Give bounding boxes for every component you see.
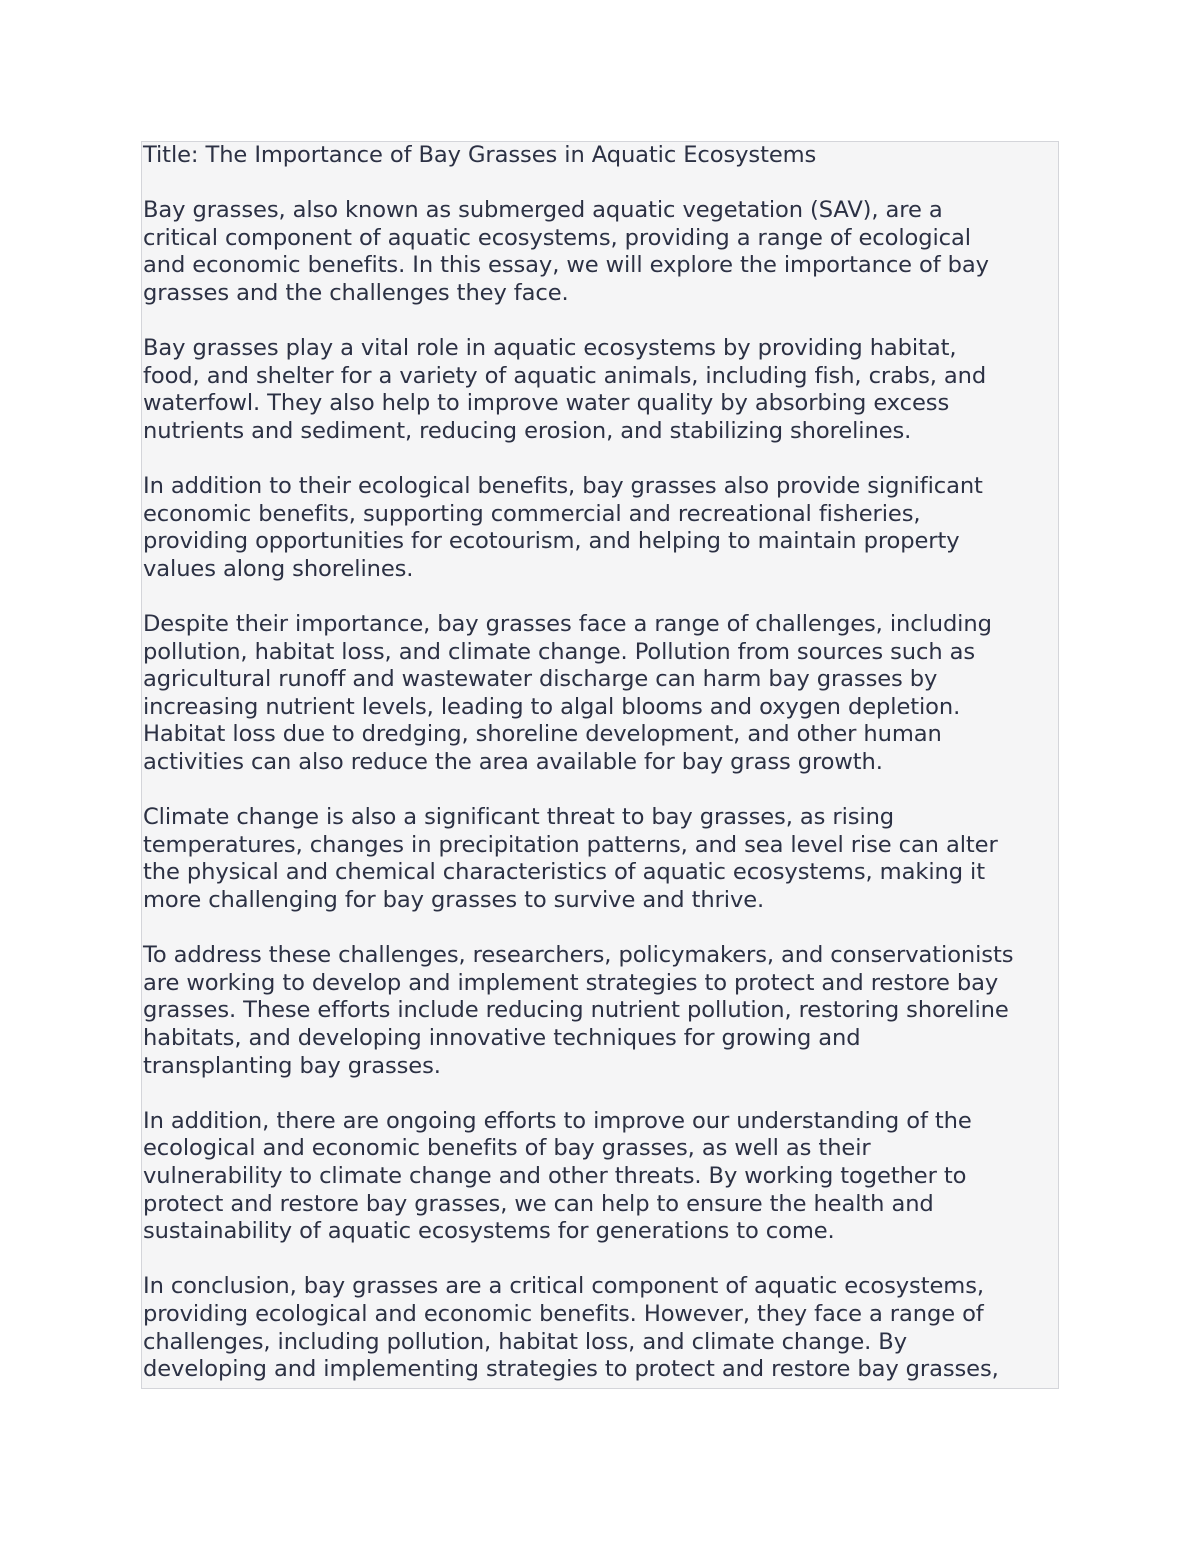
paragraph-spacer — [143, 308, 1058, 336]
paragraph-spacer — [143, 777, 1058, 805]
paragraph-line: are working to develop and implement strategies to protect and restore bay — [143, 969, 999, 996]
paragraph-line: Habitat loss due to dredging, shoreline development, and other human — [143, 721, 942, 748]
paragraph-line: Despite their importance, bay grasses face a range of challenges, including — [143, 611, 992, 638]
document-title: Title: The Importance of Bay Grasses in Aquatic Ecosystems — [143, 142, 817, 168]
paragraph-5 — [143, 804, 1058, 914]
paragraph-line: protect and restore bay grasses, we can help to ensure the health and — [143, 1190, 934, 1217]
paragraph-line: activities can also reduce the area available for bay grass growth. — [143, 749, 883, 776]
paragraph-line: temperatures, changes in precipitation patterns, and sea level rise can alter — [143, 831, 998, 858]
paragraph-line: economic benefits, supporting commercial and recreational fisheries, — [143, 500, 921, 527]
paragraph-line: waterfowl. They also help to improve water quality by absorbing excess — [143, 390, 950, 417]
paragraph-line: vulnerability to climate change and other threats. By working together to — [143, 1162, 967, 1189]
paragraph-spacer — [143, 1246, 1058, 1274]
paragraph-3 — [143, 473, 1058, 583]
paragraph-line: ecological and economic benefits of bay grasses, as well as their — [143, 1135, 871, 1162]
paragraph-line: values along shorelines. — [143, 555, 414, 582]
paragraph-line: In addition, there are ongoing efforts to improve our understanding of the — [143, 1107, 972, 1134]
paragraph-line: food, and shelter for a variety of aquatic animals, including fish, crabs, and — [143, 362, 987, 389]
paragraph-spacer — [143, 915, 1058, 943]
paragraph-2 — [143, 335, 1058, 445]
document-text-box — [141, 141, 1059, 1389]
paragraph-spacer — [143, 446, 1058, 474]
paragraph-line: challenges, including pollution, habitat loss, and climate change. By — [143, 1328, 907, 1355]
paragraph-line: To address these challenges, researchers, policymakers, and conservationists — [143, 942, 1014, 969]
paragraph-line: increasing nutrient levels, leading to algal blooms and oxygen depletion. — [143, 693, 961, 720]
paragraph-6 — [143, 942, 1058, 1080]
paragraph-line: habitats, and developing innovative techniques for growing and — [143, 1025, 861, 1051]
paragraph-line: grasses and the challenges they face. — [143, 279, 569, 306]
paragraph-8 — [143, 1273, 1058, 1383]
paragraph-7 — [143, 1108, 1058, 1246]
paragraph-4 — [143, 611, 1058, 777]
paragraph-line: the physical and chemical characteristics of aquatic ecosystems, making it — [143, 859, 985, 886]
paragraph-line: nutrients and sediment, reducing erosion, and stabilizing shorelines. — [143, 417, 912, 444]
paragraph-spacer — [143, 1080, 1058, 1108]
paragraph-line: transplanting bay grasses. — [143, 1052, 441, 1079]
paragraph-line: sustainability of aquatic ecosystems for generations to come. — [143, 1218, 835, 1245]
document-body — [142, 142, 1058, 1384]
paragraph-line: critical component of aquatic ecosystems, providing a range of ecological — [143, 224, 971, 251]
paragraph-line: agricultural runoff and wastewater discharge can harm bay grasses by — [143, 666, 938, 693]
paragraph-line: developing and implementing strategies to protect and restore bay grasses, — [143, 1356, 999, 1383]
paragraph-spacer — [143, 584, 1058, 612]
paragraph-spacer — [143, 170, 1058, 198]
paragraph-line: Bay grasses play a vital role in aquatic ecosystems by providing habitat, — [143, 335, 957, 362]
paragraph-line: In conclusion, bay grasses are a critical component of aquatic ecosystems, — [143, 1273, 984, 1300]
paragraph-line: and economic benefits. In this essay, we will explore the importance of bay — [143, 252, 989, 279]
paragraph-line: In addition to their ecological benefits, bay grasses also provide significant — [143, 473, 983, 500]
paragraph-1 — [143, 197, 1058, 307]
paragraph-line: pollution, habitat loss, and climate change. Pollution from sources such as — [143, 638, 976, 665]
paragraph-line: providing opportunities for ecotourism, and helping to maintain property — [143, 528, 960, 555]
paragraph-line: providing ecological and economic benefits. However, they face a range of — [143, 1300, 984, 1327]
paragraph-line: more challenging for bay grasses to survive and thrive. — [143, 887, 765, 914]
paragraph-line: Bay grasses, also known as submerged aquatic vegetation (SAV), are a — [143, 197, 943, 224]
paragraph-line: grasses. These efforts include reducing nutrient pollution, restoring shoreline — [143, 997, 1009, 1024]
paragraph-line: Climate change is also a significant threat to bay grasses, as rising — [143, 804, 895, 831]
